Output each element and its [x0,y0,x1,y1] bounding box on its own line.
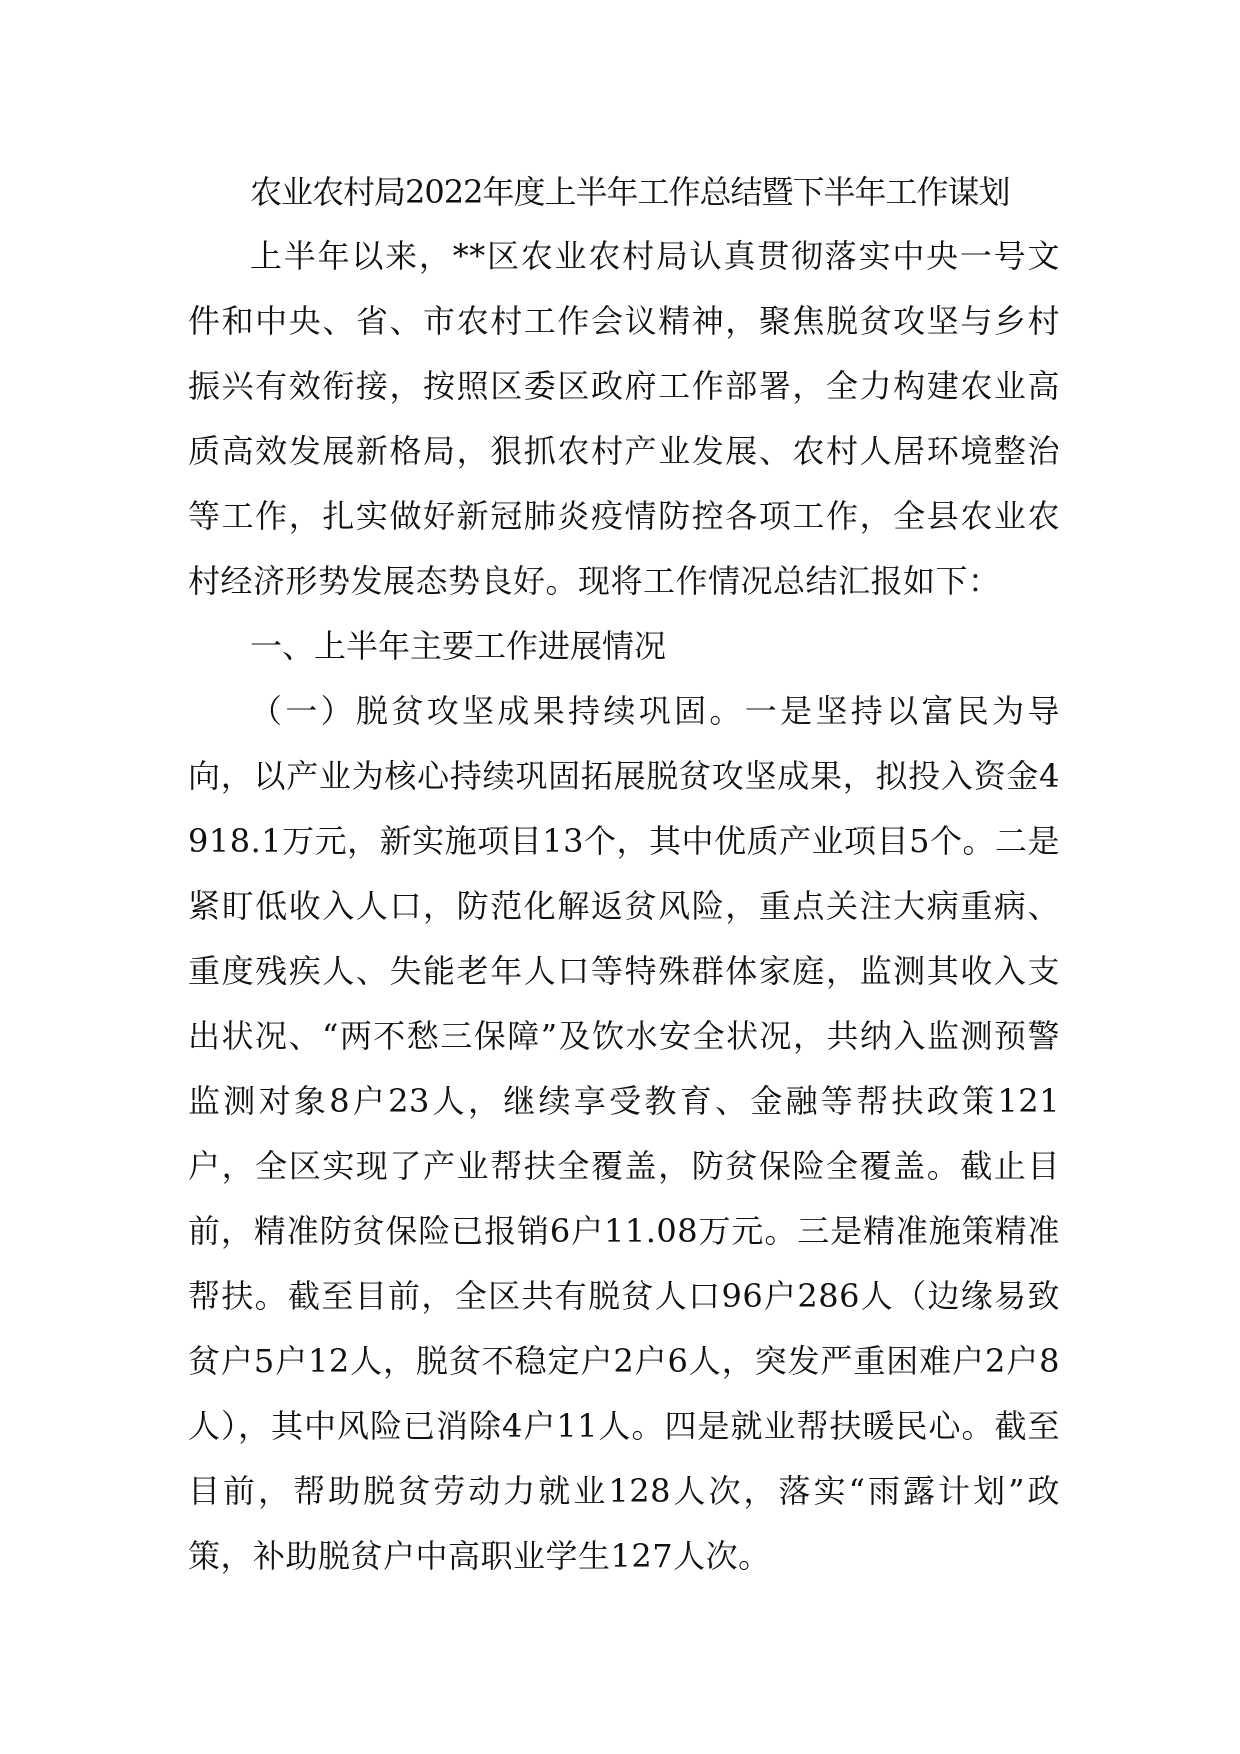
section-paragraph: （一）脱贫攻坚成果持续巩固。一是坚持以富民为导向，以产业为核心持续巩固拓展脱贫攻坚成果，拟投入资金4918.1万元，新实施项目13个，其中优质产业项目5个。二是紧盯低收入人口，防范化解返贫风险，重点关注大病重病、重度残疾人、失能老年人口等特殊群体家庭，监测其收入支出状况、“两不愁三保障”及饮水安全状况，共纳入监测预警监测对象8户23人，继续享受教育、金融等帮扶政策121户，全区实现了产业帮扶全覆盖，防贫保险全覆盖。截止目前，精准防贫保险已报销6户11.08万元。三是精准施策精准帮扶。截至目前，全区共有脱贫人口96户286人（边缘易致贫户5户12人，脱贫不稳定户2户6人，突发严重困难户2户8人），其中风险已消除4户11人。四是就业帮扶暖民心。截至目前，帮助脱贫劳动力就业128人次，落实“雨露计划”政策，补助脱贫户中高职业学生127人次。 [188,692,1060,1575]
section-heading: 一、上半年主要工作进展情况 [250,627,667,665]
document-title: 农业农村局2022年度上半年工作总结暨下半年工作谋划 [250,173,1010,211]
intro-paragraph: 上半年以来，**区农业农村局认真贯彻落实中央一号文件和中央、省、市农村工作会议精神，聚焦脱贫攻坚与乡村振兴有效衔接，按照区委区政府工作部署，全力构建农业高质高效发展新格局，狠抓农村产业发展、农村人居环境整治等工作，扎实做好新冠肺炎疫情防控各项工作，全县农业农村经济形势发展态势良好。现将工作情况总结汇报如下： [188,237,1060,600]
document-body [188,160,1060,1589]
